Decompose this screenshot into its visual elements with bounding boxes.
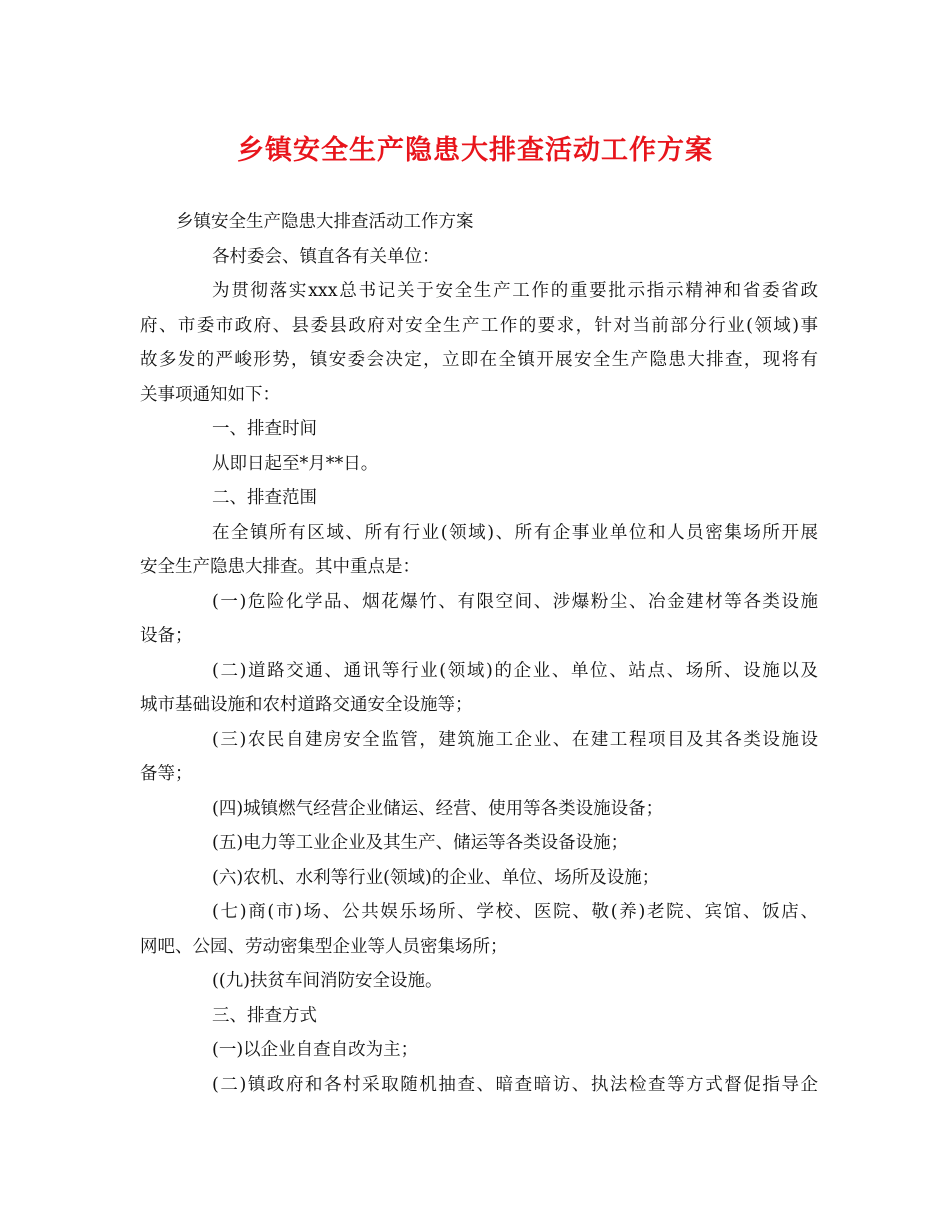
paragraph-line: 府、市委市政府、县委县政府对安全生产工作的要求，针对当前部分行业(领域)事: [140, 315, 818, 336]
paragraph-line: 故多发的严峻形势，镇安委会决定，立即在全镇开展安全生产隐患大排查，现将有: [140, 350, 818, 370]
document-body: [140, 205, 818, 1102]
document-title: 乡镇安全生产隐患大排查活动工作方案: [237, 135, 713, 166]
paragraph-line: 为贯彻落实xxx总书记关于安全生产工作的重要批示指示精神和省委省政: [212, 281, 818, 301]
paragraph-line: 设备；: [140, 626, 193, 646]
paragraph-line: 在全镇所有区域、所有行业(领域)、所有企事业单位和人员密集场所开展: [212, 522, 818, 543]
paragraph-line: 从即日起至*月**日。: [212, 453, 379, 474]
paragraph-line: (四)城镇燃气经营企业储运、经营、使用等各类设施设备；: [212, 798, 664, 819]
paragraph-line: 城市基础设施和农村道路交通安全设施等；: [140, 695, 473, 715]
paragraph-line: (三)农民自建房安全监管，建筑施工企业、在建工程项目及其各类设施设: [212, 729, 818, 750]
paragraph-line: ((九)扶贫车间消防安全设施。: [212, 971, 443, 991]
paragraph-line: 一、排查时间: [212, 419, 317, 439]
paragraph-line: (五)电力等工业企业及其生产、储运等各类设备设施；: [212, 833, 629, 853]
paragraph-line: (七)商(市)场、公共娱乐场所、学校、医院、敬(养)老院、宾馆、饭店、: [212, 902, 818, 922]
paragraph-line: 网吧、公园、劳动密集型企业等人员密集场所；: [140, 936, 508, 957]
paragraph-line: 备等；: [140, 764, 193, 784]
paragraph-line: 乡镇安全生产隐患大排查活动工作方案: [176, 212, 474, 232]
paragraph-line: 各村委会、镇直各有关单位：: [212, 246, 440, 267]
paragraph-line: 关事项通知如下：: [140, 384, 280, 405]
paragraph-line: (六)农机、水利等行业(领域)的企业、单位、场所及设施；: [212, 867, 660, 888]
paragraph-line: 安全生产隐患大排查。其中重点是：: [140, 557, 420, 577]
paragraph-line: (一)以企业自查自改为主；: [212, 1040, 419, 1060]
paragraph-line: (二)镇政府和各村采取随机抽查、暗查暗访、执法检查等方式督促指导企: [212, 1074, 818, 1095]
paragraph-line: 三、排查方式: [212, 1005, 317, 1026]
paragraph-line: (一)危险化学品、烟花爆竹、有限空间、涉爆粉尘、冶金建材等各类设施: [212, 591, 818, 612]
paragraph-line: 二、排查范围: [212, 488, 317, 508]
paragraph-line: (二)道路交通、通讯等行业(领域)的企业、单位、站点、场所、设施以及: [212, 660, 818, 681]
